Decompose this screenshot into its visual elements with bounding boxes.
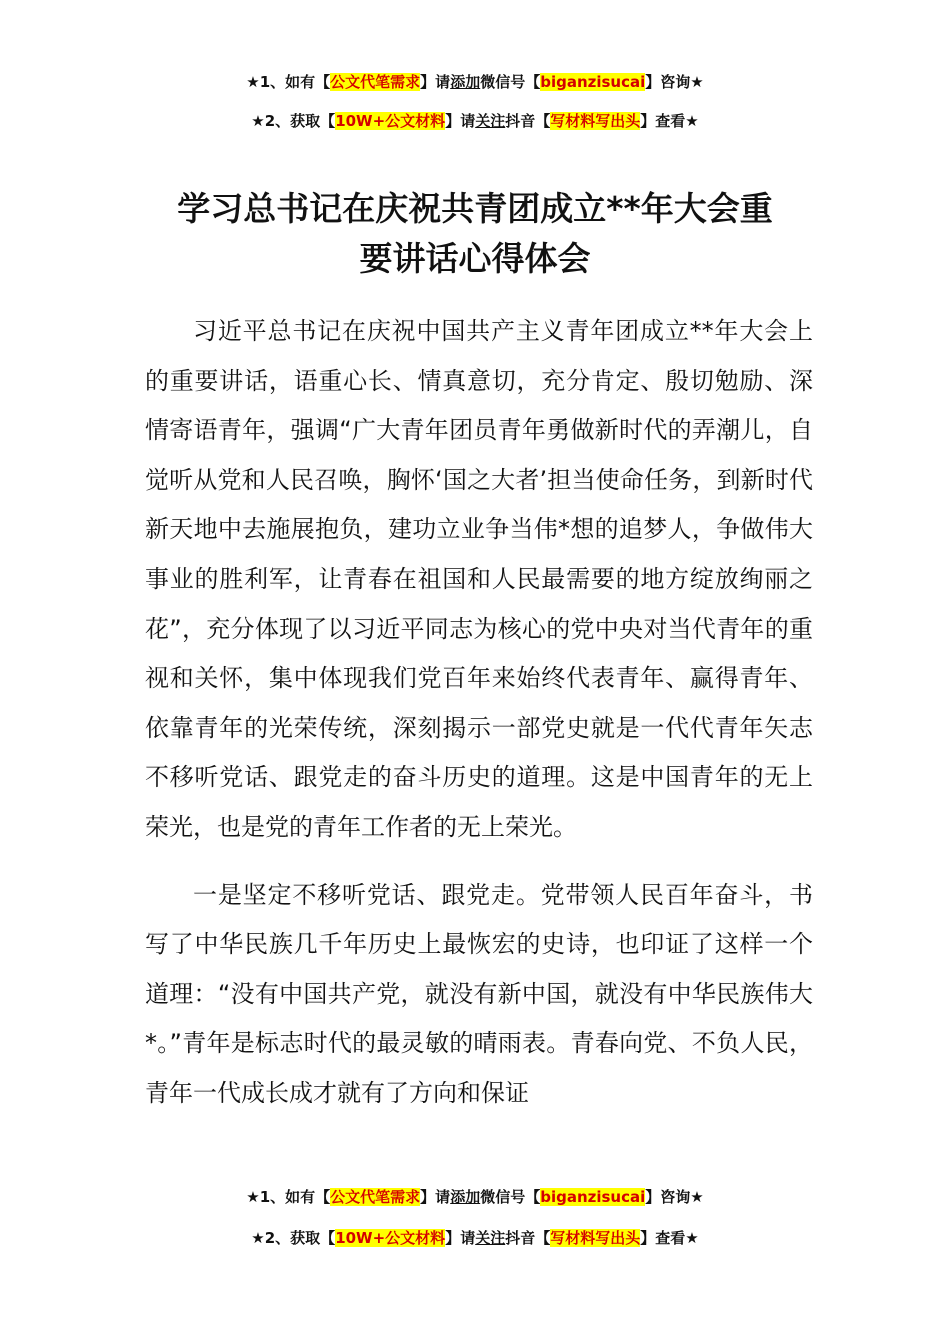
promo-highlight: biganzisucai (540, 1188, 646, 1206)
promo-text: 】查看★ (640, 1229, 699, 1247)
promo-text: 】请 (420, 73, 451, 91)
header-promo-line-2 (0, 111, 950, 131)
title-line-1: 学习总书记在庆祝共青团成立**年大会重 (177, 189, 773, 228)
promo-underline: 关注 (475, 1229, 506, 1247)
promo-text: 抖音【 (505, 1229, 551, 1247)
promo-underline: 关注 (475, 112, 506, 130)
header-promo-line-1 (0, 72, 950, 92)
body-paragraph: 一是坚定不移听党话、跟党走。党带领人民百年奋斗，书写了中华民族几千年历史上最恢宏的史诗，也印证了这样一个道理：“没有中国共产党，就没有新中国，就没有中华民族伟大*。”青年是标志时代的最灵敏的晴雨表。青春向党、不负人民，青年一代成长成才就有了方向和保证 (145, 880, 813, 1107)
promo-highlight: 10W+公文材料 (335, 1229, 446, 1247)
footer-promo-line-1 (0, 1187, 950, 1207)
promo-text: 】咨询★ (645, 1188, 704, 1206)
promo-underline: 添加 (450, 73, 481, 91)
promo-underline: 添加 (450, 1188, 481, 1206)
promo-text: ★1、如有【 (246, 73, 331, 91)
promo-text: 】请 (445, 112, 476, 130)
document-title (100, 184, 850, 284)
promo-text: 微信号【 (480, 73, 541, 91)
promo-text: 】请 (420, 1188, 451, 1206)
promo-text: 微信号【 (480, 1188, 541, 1206)
promo-text: ★2、获取【 (251, 112, 336, 130)
title-line-2: 要讲话心得体会 (359, 239, 591, 278)
promo-text: ★1、如有【 (246, 1188, 331, 1206)
body-paragraph: 习近平总书记在庆祝中国共产主义青年团成立**年大会上的重要讲话，语重心长、情真意切，充分肯定、殷切勉励、深情寄语青年，强调“广大青年团员青年勇做新时代的弄潮儿，自觉听从党和人民召唤，胸怀‘国之大者’担当使命任务，到新时代新天地中去施展抱负，建功立业争当伟*想的追梦人，争做伟大事业的胜利军，让青春在祖国和人民最需要的地方绽放绚丽之花”，充分体现了以习近平同志为核心的党中央对当代青年的重视和关怀，集中体现我们党百年来始终代表青年、赢得青年、依靠青年的光荣传统，深刻揭示一部党史就是一代代青年矢志不移听党话、跟党走的奋斗历史的道理。这是中国青年的无上荣光，也是党的青年工作者的无上荣光。 (145, 317, 813, 841)
promo-text: 】请 (445, 1229, 476, 1247)
promo-text: ★2、获取【 (251, 1229, 336, 1247)
promo-highlight: 写材料写出头 (550, 112, 641, 130)
promo-highlight: biganzisucai (540, 73, 646, 91)
document-body (145, 307, 813, 1119)
promo-text: 抖音【 (505, 112, 551, 130)
promo-text: 】咨询★ (645, 73, 704, 91)
promo-highlight: 写材料写出头 (550, 1229, 641, 1247)
promo-highlight: 公文代笔需求 (330, 73, 421, 91)
promo-highlight: 10W+公文材料 (335, 112, 446, 130)
promo-text: 】查看★ (640, 112, 699, 130)
footer-promo-line-2 (0, 1228, 950, 1248)
promo-highlight: 公文代笔需求 (330, 1188, 421, 1206)
